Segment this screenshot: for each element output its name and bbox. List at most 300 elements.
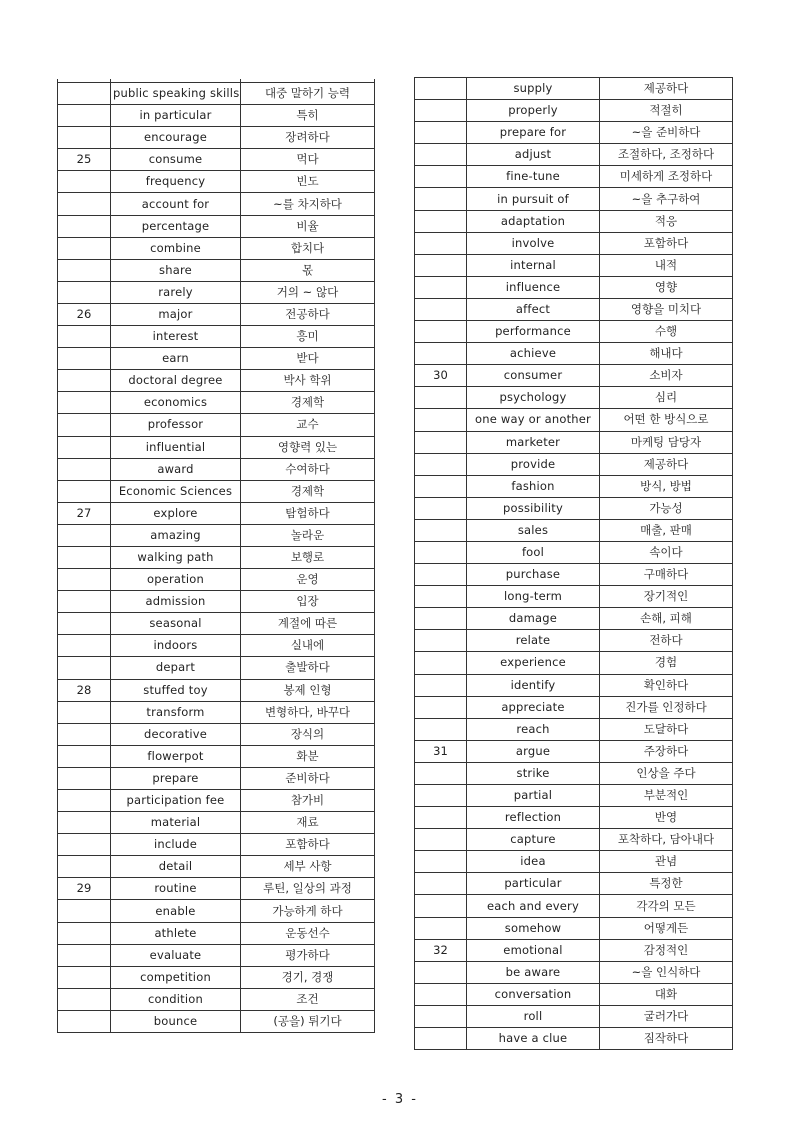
english-word-cell: psychology — [467, 387, 600, 409]
question-number-cell — [58, 105, 111, 127]
question-number-cell — [415, 762, 467, 784]
korean-meaning-cell: 적응 — [600, 210, 733, 232]
english-word-cell: percentage — [111, 215, 241, 237]
korean-meaning-cell: 보행로 — [241, 546, 375, 568]
korean-meaning-cell: 경기, 경쟁 — [241, 966, 375, 988]
question-number-cell — [58, 944, 111, 966]
table-row — [58, 591, 375, 613]
table-row — [58, 392, 375, 414]
question-number-cell — [58, 215, 111, 237]
table-row — [415, 829, 733, 851]
korean-meaning-cell: 변형하다, 바꾸다 — [241, 701, 375, 723]
table-row — [415, 122, 733, 144]
table-row — [58, 149, 375, 171]
english-word-cell: one way or another — [467, 409, 600, 431]
korean-meaning-cell: 입장 — [241, 591, 375, 613]
english-word-cell: roll — [467, 1005, 600, 1027]
question-number-cell — [415, 895, 467, 917]
table-row — [58, 83, 375, 105]
question-number-cell: 31 — [415, 740, 467, 762]
korean-meaning-cell: 계절에 따른 — [241, 613, 375, 635]
question-number-cell — [58, 370, 111, 392]
english-word-cell: evaluate — [111, 944, 241, 966]
korean-meaning-cell: 세부 사항 — [241, 856, 375, 878]
korean-meaning-cell: 탐험하다 — [241, 502, 375, 524]
english-word-cell: conversation — [467, 983, 600, 1005]
english-word-cell: frequency — [111, 171, 241, 193]
table-row — [415, 939, 733, 961]
question-number-cell — [415, 961, 467, 983]
korean-meaning-cell: 진가를 인정하다 — [600, 696, 733, 718]
korean-meaning-cell: 영향을 미치다 — [600, 298, 733, 320]
table-row — [415, 166, 733, 188]
korean-meaning-cell: 특히 — [241, 105, 375, 127]
english-word-cell: in pursuit of — [467, 188, 600, 210]
question-number-cell — [415, 475, 467, 497]
korean-meaning-cell: 제공하다 — [600, 453, 733, 475]
english-word-cell: purchase — [467, 564, 600, 586]
question-number-cell — [415, 873, 467, 895]
question-number-cell — [415, 188, 467, 210]
question-number-cell — [58, 856, 111, 878]
korean-meaning-cell: 참가비 — [241, 790, 375, 812]
question-number-cell — [415, 696, 467, 718]
table-row — [58, 524, 375, 546]
korean-meaning-cell: 미세하게 조정하다 — [600, 166, 733, 188]
english-word-cell: reach — [467, 718, 600, 740]
table-row — [58, 569, 375, 591]
english-word-cell: professor — [111, 414, 241, 436]
english-word-cell: flowerpot — [111, 745, 241, 767]
table-row — [58, 900, 375, 922]
korean-meaning-cell: 해내다 — [600, 343, 733, 365]
korean-meaning-cell: 매출, 판매 — [600, 519, 733, 541]
korean-meaning-cell: 굴러가다 — [600, 1005, 733, 1027]
english-word-cell: identify — [467, 674, 600, 696]
question-number-cell — [415, 652, 467, 674]
english-word-cell: particular — [467, 873, 600, 895]
question-number-cell — [415, 210, 467, 232]
korean-meaning-cell: 전하다 — [600, 630, 733, 652]
table-row — [415, 740, 733, 762]
korean-meaning-cell: 대중 말하기 능력 — [241, 83, 375, 105]
korean-meaning-cell: 어떻게든 — [600, 917, 733, 939]
table-row — [415, 343, 733, 365]
question-number-cell — [58, 745, 111, 767]
english-word-cell: share — [111, 259, 241, 281]
korean-meaning-cell: 운영 — [241, 569, 375, 591]
korean-meaning-cell: 인상을 주다 — [600, 762, 733, 784]
table-row — [415, 387, 733, 409]
english-word-cell: account for — [111, 193, 241, 215]
korean-meaning-cell: 먹다 — [241, 149, 375, 171]
english-word-cell: adjust — [467, 144, 600, 166]
table-row — [58, 370, 375, 392]
question-number-cell — [58, 613, 111, 635]
table-row — [415, 961, 733, 983]
table-row — [415, 630, 733, 652]
question-number-cell — [415, 1028, 467, 1050]
table-row — [58, 436, 375, 458]
korean-meaning-cell: 부분적인 — [600, 785, 733, 807]
table-row — [58, 767, 375, 789]
korean-meaning-cell: 장식의 — [241, 723, 375, 745]
question-number-cell — [415, 409, 467, 431]
english-word-cell: enable — [111, 900, 241, 922]
table-row — [58, 237, 375, 259]
question-number-cell — [415, 586, 467, 608]
korean-meaning-cell: 평가하다 — [241, 944, 375, 966]
english-word-cell: achieve — [467, 343, 600, 365]
english-word-cell: prepare for — [467, 122, 600, 144]
question-number-cell — [415, 807, 467, 829]
korean-meaning-cell: 적절히 — [600, 100, 733, 122]
question-number-cell — [415, 453, 467, 475]
korean-meaning-cell: 도달하다 — [600, 718, 733, 740]
question-number-cell — [415, 144, 467, 166]
question-number-cell — [58, 966, 111, 988]
korean-meaning-cell: 받다 — [241, 348, 375, 370]
korean-meaning-cell: 몫 — [241, 259, 375, 281]
korean-meaning-cell: 주장하다 — [600, 740, 733, 762]
question-number-cell — [58, 635, 111, 657]
table-row — [58, 215, 375, 237]
english-word-cell: interest — [111, 326, 241, 348]
english-word-cell: amazing — [111, 524, 241, 546]
table-row — [58, 856, 375, 878]
korean-meaning-cell: 루틴, 일상의 과정 — [241, 878, 375, 900]
english-word-cell: consumer — [467, 365, 600, 387]
vocab-table-left-body — [58, 79, 375, 1033]
table-row — [415, 652, 733, 674]
question-number-cell — [58, 900, 111, 922]
table-row — [58, 326, 375, 348]
english-word-cell: be aware — [467, 961, 600, 983]
korean-meaning-cell: 포함하다 — [241, 834, 375, 856]
english-word-cell: award — [111, 458, 241, 480]
english-word-cell: operation — [111, 569, 241, 591]
korean-meaning-cell: 수행 — [600, 321, 733, 343]
question-number-cell — [58, 767, 111, 789]
table-row — [415, 762, 733, 784]
question-number-cell: 30 — [415, 365, 467, 387]
english-word-cell: encourage — [111, 127, 241, 149]
table-row — [58, 966, 375, 988]
table-row — [58, 701, 375, 723]
table-row — [58, 105, 375, 127]
english-word-cell: somehow — [467, 917, 600, 939]
question-number-cell — [58, 193, 111, 215]
vocab-table-right — [414, 77, 733, 1050]
korean-meaning-cell: 소비자 — [600, 365, 733, 387]
table-row — [415, 431, 733, 453]
english-word-cell: provide — [467, 453, 600, 475]
table-row — [58, 812, 375, 834]
table-row — [58, 171, 375, 193]
korean-meaning-cell: 관념 — [600, 851, 733, 873]
question-number-cell — [58, 237, 111, 259]
korean-meaning-cell: 준비하다 — [241, 767, 375, 789]
question-number-cell — [415, 983, 467, 1005]
question-number-cell — [58, 701, 111, 723]
table-row — [58, 745, 375, 767]
table-row — [58, 723, 375, 745]
question-number-cell — [58, 458, 111, 480]
korean-meaning-cell: 실내에 — [241, 635, 375, 657]
korean-meaning-cell: 박사 학위 — [241, 370, 375, 392]
korean-meaning-cell: 조건 — [241, 988, 375, 1010]
question-number-cell: 32 — [415, 939, 467, 961]
english-word-cell: earn — [111, 348, 241, 370]
korean-meaning-cell: ~을 준비하다 — [600, 122, 733, 144]
table-row — [415, 983, 733, 1005]
english-word-cell: capture — [467, 829, 600, 851]
korean-meaning-cell: 장려하다 — [241, 127, 375, 149]
question-number-cell — [415, 785, 467, 807]
table-row — [415, 210, 733, 232]
table-row — [415, 232, 733, 254]
english-word-cell: athlete — [111, 922, 241, 944]
table-row — [415, 453, 733, 475]
english-word-cell: participation fee — [111, 790, 241, 812]
korean-meaning-cell: 출발하다 — [241, 657, 375, 679]
korean-meaning-cell: 전공하다 — [241, 303, 375, 325]
korean-meaning-cell: 포착하다, 담아내다 — [600, 829, 733, 851]
korean-meaning-cell: 손해, 피해 — [600, 608, 733, 630]
page-number: - 3 - — [382, 1092, 418, 1107]
korean-meaning-cell: 경제학 — [241, 480, 375, 502]
question-number-cell — [415, 122, 467, 144]
question-number-cell — [415, 541, 467, 563]
english-word-cell: consume — [111, 149, 241, 171]
korean-meaning-cell: 합치다 — [241, 237, 375, 259]
question-number-cell — [415, 298, 467, 320]
english-word-cell: transform — [111, 701, 241, 723]
english-word-cell: indoors — [111, 635, 241, 657]
question-number-cell — [58, 392, 111, 414]
korean-meaning-cell: 봉제 인형 — [241, 679, 375, 701]
question-number-cell — [58, 988, 111, 1010]
english-word-cell: each and every — [467, 895, 600, 917]
question-number-cell — [415, 387, 467, 409]
korean-meaning-cell: 교수 — [241, 414, 375, 436]
english-word-cell: competition — [111, 966, 241, 988]
korean-meaning-cell: 경제학 — [241, 392, 375, 414]
table-row — [58, 458, 375, 480]
table-row — [58, 127, 375, 149]
question-number-cell: 27 — [58, 502, 111, 524]
korean-meaning-cell: 놀라운 — [241, 524, 375, 546]
english-word-cell: idea — [467, 851, 600, 873]
korean-meaning-cell: ~을 추구하여 — [600, 188, 733, 210]
question-number-cell — [58, 326, 111, 348]
table-row — [58, 303, 375, 325]
table-row — [58, 1010, 375, 1032]
table-row — [58, 546, 375, 568]
table-row — [415, 78, 733, 100]
english-word-cell: walking path — [111, 546, 241, 568]
english-word-cell: experience — [467, 652, 600, 674]
english-word-cell: strike — [467, 762, 600, 784]
english-word-cell: emotional — [467, 939, 600, 961]
vocab-table-right-body — [415, 78, 733, 1050]
table-row — [415, 1028, 733, 1050]
question-number-cell — [58, 83, 111, 105]
korean-meaning-cell: 가능성 — [600, 497, 733, 519]
table-row — [415, 188, 733, 210]
question-number-cell — [415, 343, 467, 365]
english-word-cell: stuffed toy — [111, 679, 241, 701]
question-number-cell — [58, 171, 111, 193]
korean-meaning-cell: 영향력 있는 — [241, 436, 375, 458]
english-word-cell: performance — [467, 321, 600, 343]
english-word-cell: possibility — [467, 497, 600, 519]
english-word-cell: Economic Sciences — [111, 480, 241, 502]
table-row — [415, 564, 733, 586]
english-word-cell: relate — [467, 630, 600, 652]
korean-meaning-cell: 장기적인 — [600, 586, 733, 608]
question-number-cell — [415, 166, 467, 188]
table-row — [58, 922, 375, 944]
english-word-cell: condition — [111, 988, 241, 1010]
english-word-cell: reflection — [467, 807, 600, 829]
english-word-cell: involve — [467, 232, 600, 254]
korean-meaning-cell: 대화 — [600, 983, 733, 1005]
table-row — [415, 298, 733, 320]
table-row — [415, 873, 733, 895]
korean-meaning-cell: 제공하다 — [600, 78, 733, 100]
english-word-cell: affect — [467, 298, 600, 320]
question-number-cell: 25 — [58, 149, 111, 171]
table-row — [415, 895, 733, 917]
table-row — [415, 365, 733, 387]
english-word-cell: influential — [111, 436, 241, 458]
korean-meaning-cell: 어떤 한 방식으로 — [600, 409, 733, 431]
korean-meaning-cell: 내적 — [600, 254, 733, 276]
korean-meaning-cell: 조절하다, 조정하다 — [600, 144, 733, 166]
table-row — [415, 785, 733, 807]
korean-meaning-cell: 속이다 — [600, 541, 733, 563]
table-row — [415, 608, 733, 630]
korean-meaning-cell: 영향 — [600, 276, 733, 298]
korean-meaning-cell: 짐작하다 — [600, 1028, 733, 1050]
korean-meaning-cell: 각각의 모든 — [600, 895, 733, 917]
table-row — [58, 944, 375, 966]
table-row — [58, 281, 375, 303]
table-row — [415, 917, 733, 939]
question-number-cell — [58, 414, 111, 436]
korean-meaning-cell: 화분 — [241, 745, 375, 767]
question-number-cell: 28 — [58, 679, 111, 701]
english-word-cell: fine-tune — [467, 166, 600, 188]
english-word-cell: appreciate — [467, 696, 600, 718]
table-row — [58, 193, 375, 215]
table-row — [58, 988, 375, 1010]
english-word-cell: fool — [467, 541, 600, 563]
table-row — [415, 674, 733, 696]
question-number-cell — [415, 917, 467, 939]
english-word-cell: marketer — [467, 431, 600, 453]
table-row — [58, 259, 375, 281]
english-word-cell: damage — [467, 608, 600, 630]
english-word-cell: have a clue — [467, 1028, 600, 1050]
question-number-cell — [415, 630, 467, 652]
question-number-cell — [58, 127, 111, 149]
english-word-cell: include — [111, 834, 241, 856]
english-word-cell: sales — [467, 519, 600, 541]
korean-meaning-cell: 마케팅 담당자 — [600, 431, 733, 453]
korean-meaning-cell: 빈도 — [241, 171, 375, 193]
english-word-cell: rarely — [111, 281, 241, 303]
english-word-cell: explore — [111, 502, 241, 524]
english-word-cell: depart — [111, 657, 241, 679]
question-number-cell — [415, 232, 467, 254]
vocab-table-left — [57, 79, 375, 1033]
table-row — [415, 718, 733, 740]
table-row — [415, 851, 733, 873]
table-row — [58, 878, 375, 900]
english-word-cell: material — [111, 812, 241, 834]
table-row — [58, 414, 375, 436]
table-row — [415, 276, 733, 298]
english-word-cell: doctoral degree — [111, 370, 241, 392]
question-number-cell — [58, 524, 111, 546]
question-number-cell — [415, 608, 467, 630]
question-number-cell — [58, 812, 111, 834]
table-row — [58, 679, 375, 701]
korean-meaning-cell: 심리 — [600, 387, 733, 409]
question-number-cell — [58, 480, 111, 502]
question-number-cell — [58, 1010, 111, 1032]
question-number-cell — [415, 564, 467, 586]
english-word-cell: decorative — [111, 723, 241, 745]
table-row — [415, 475, 733, 497]
korean-meaning-cell: 흥미 — [241, 326, 375, 348]
table-row — [58, 480, 375, 502]
korean-meaning-cell: 운동선수 — [241, 922, 375, 944]
korean-meaning-cell: 포함하다 — [600, 232, 733, 254]
table-row — [415, 100, 733, 122]
question-number-cell — [415, 254, 467, 276]
english-word-cell: prepare — [111, 767, 241, 789]
english-word-cell: influence — [467, 276, 600, 298]
korean-meaning-cell: 특정한 — [600, 873, 733, 895]
english-word-cell: supply — [467, 78, 600, 100]
question-number-cell — [58, 591, 111, 613]
korean-meaning-cell: 반영 — [600, 807, 733, 829]
english-word-cell: properly — [467, 100, 600, 122]
korean-meaning-cell: (공을) 튀기다 — [241, 1010, 375, 1032]
table-row — [415, 1005, 733, 1027]
question-number-cell — [58, 259, 111, 281]
korean-meaning-cell: 방식, 방법 — [600, 475, 733, 497]
question-number-cell — [415, 718, 467, 740]
korean-meaning-cell: 비율 — [241, 215, 375, 237]
question-number-cell: 26 — [58, 303, 111, 325]
table-row — [415, 519, 733, 541]
question-number-cell — [415, 1005, 467, 1027]
question-number-cell — [415, 78, 467, 100]
question-number-cell — [415, 519, 467, 541]
table-row — [415, 254, 733, 276]
table-row — [58, 635, 375, 657]
table-row — [415, 409, 733, 431]
question-number-cell — [58, 834, 111, 856]
english-word-cell: bounce — [111, 1010, 241, 1032]
english-word-cell: routine — [111, 878, 241, 900]
question-number-cell — [58, 723, 111, 745]
english-word-cell: partial — [467, 785, 600, 807]
